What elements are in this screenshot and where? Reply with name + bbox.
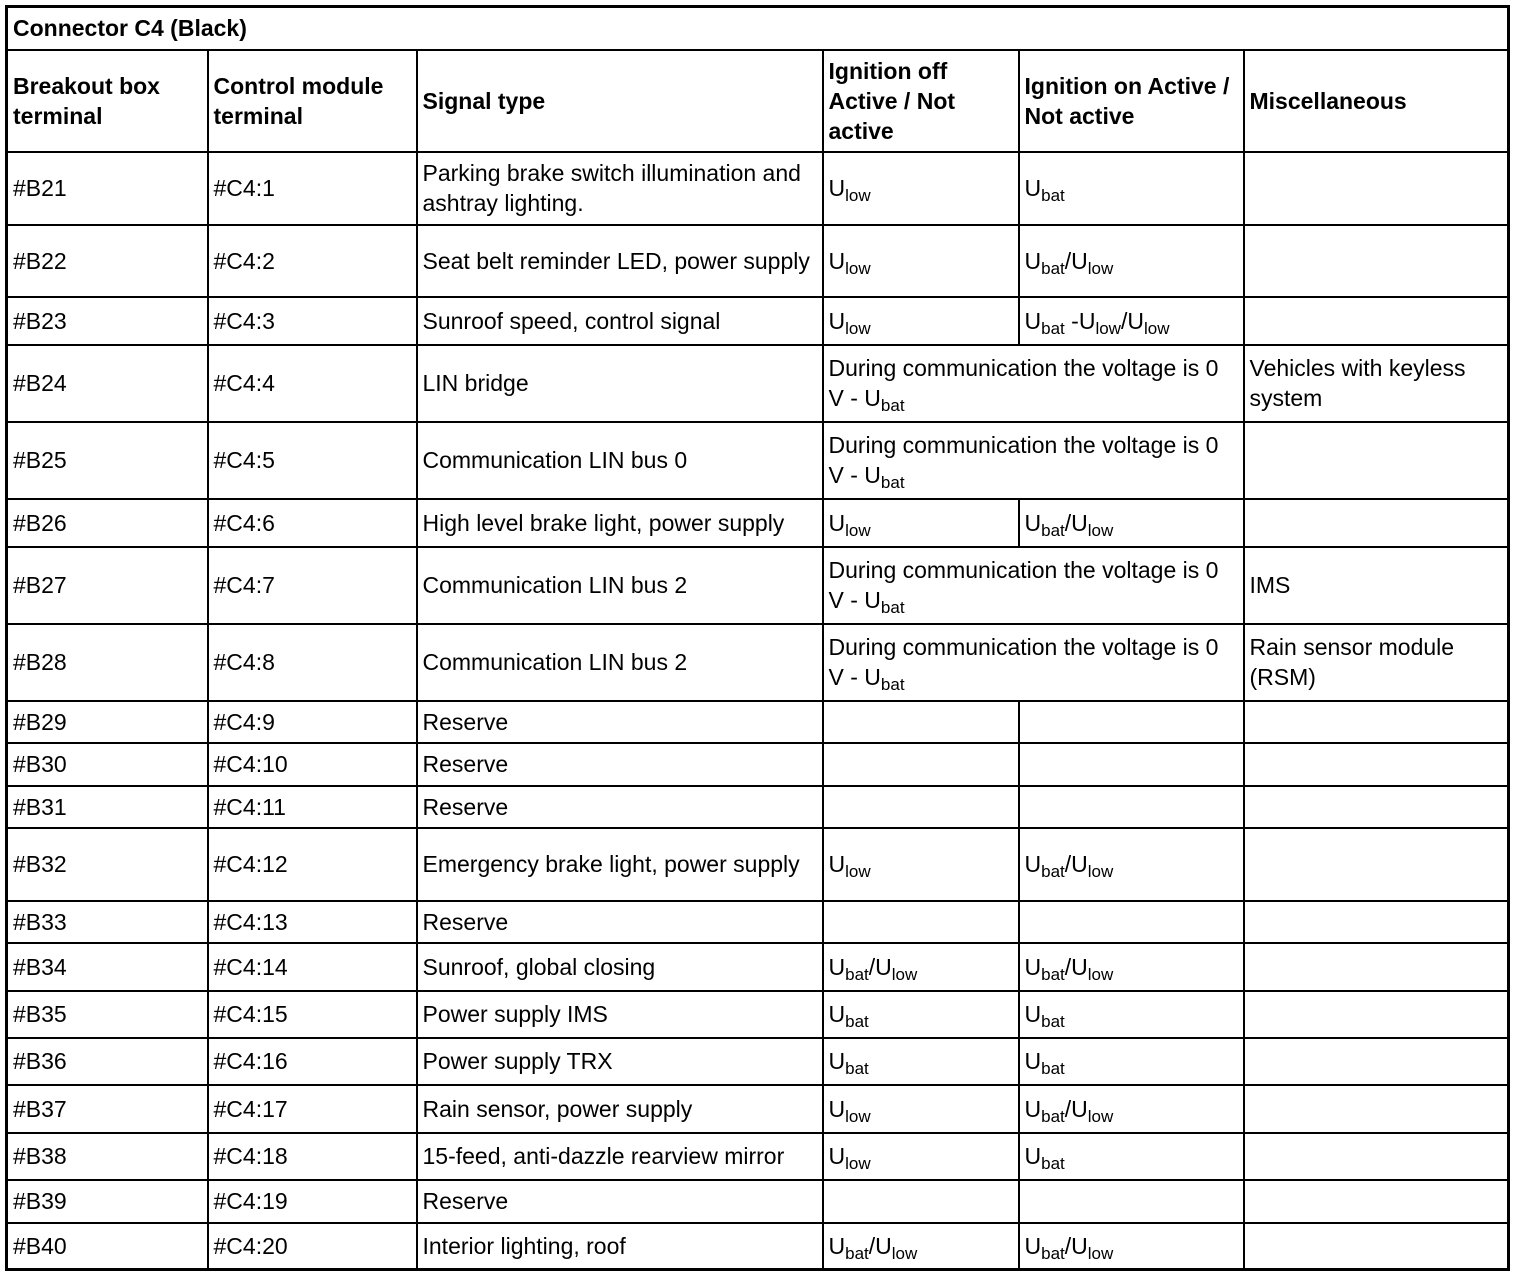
- cell-miscellaneous: [1244, 1038, 1509, 1085]
- cell-breakout-terminal: #B27: [7, 547, 208, 624]
- cell-control-terminal: #C4:4: [208, 345, 417, 422]
- cell-control-terminal: #C4:12: [208, 828, 417, 901]
- table-row: [7, 828, 1509, 901]
- table-body: [7, 152, 1509, 1270]
- cell-signal-type: Emergency brake light, power supply: [417, 828, 823, 901]
- cell-ignition-on: [1019, 701, 1244, 743]
- cell-breakout-terminal: #B37: [7, 1085, 208, 1133]
- cell-breakout-terminal: #B21: [7, 152, 208, 225]
- cell-ignition-on: $U_{bat}$ $-U_{low}/U_{low}$: [1019, 297, 1244, 345]
- cell-control-terminal: #C4:6: [208, 499, 417, 547]
- cell-signal-type: Reserve: [417, 1180, 823, 1223]
- table-row: [7, 547, 1509, 624]
- cell-breakout-terminal: #B30: [7, 743, 208, 786]
- cell-control-terminal: #C4:2: [208, 225, 417, 297]
- cell-ignition-on: $U_{bat}/U_{low}$: [1019, 943, 1244, 991]
- cell-breakout-terminal: #B32: [7, 828, 208, 901]
- cell-miscellaneous: [1244, 225, 1509, 297]
- cell-breakout-terminal: #B34: [7, 943, 208, 991]
- cell-miscellaneous: [1244, 743, 1509, 786]
- table-row: [7, 943, 1509, 991]
- connector-c4-table: [5, 5, 1510, 1271]
- cell-ignition-off: $U_{low}$: [823, 152, 1019, 225]
- cell-ignition-off: $U_{low}$: [823, 499, 1019, 547]
- cell-control-terminal: #C4:17: [208, 1085, 417, 1133]
- cell-miscellaneous: [1244, 1133, 1509, 1180]
- header-ignition-on: Ignition on Active / Not active: [1019, 50, 1244, 152]
- cell-breakout-terminal: #B36: [7, 1038, 208, 1085]
- cell-ignition-on: $U_{bat}/U_{low}$: [1019, 1085, 1244, 1133]
- cell-signal-type: High level brake light, power supply: [417, 499, 823, 547]
- cell-ignition-off: [823, 901, 1019, 943]
- cell-ignition-on: $U_{bat}/U_{low}$: [1019, 499, 1244, 547]
- cell-miscellaneous: [1244, 943, 1509, 991]
- cell-voltage-note: During communication the voltage is 0 V - $U_{bat}$: [823, 422, 1244, 499]
- cell-signal-type: Parking brake switch illumination and ashtray lighting.: [417, 152, 823, 225]
- cell-breakout-terminal: #B24: [7, 345, 208, 422]
- cell-control-terminal: #C4:16: [208, 1038, 417, 1085]
- cell-signal-type: LIN bridge: [417, 345, 823, 422]
- cell-control-terminal: #C4:15: [208, 991, 417, 1038]
- cell-signal-type: Interior lighting, roof: [417, 1223, 823, 1270]
- cell-signal-type: Power supply TRX: [417, 1038, 823, 1085]
- cell-miscellaneous: [1244, 499, 1509, 547]
- cell-miscellaneous: [1244, 701, 1509, 743]
- cell-ignition-off: $U_{bat}$: [823, 1038, 1019, 1085]
- header-ignition-off: Ignition off Active / Not active: [823, 50, 1019, 152]
- cell-signal-type: Reserve: [417, 901, 823, 943]
- cell-voltage-note: During communication the voltage is 0 V - $U_{bat}$: [823, 547, 1244, 624]
- cell-control-terminal: #C4:7: [208, 547, 417, 624]
- cell-ignition-on: $U_{bat}/U_{low}$: [1019, 828, 1244, 901]
- cell-control-terminal: #C4:9: [208, 701, 417, 743]
- cell-control-terminal: #C4:8: [208, 624, 417, 701]
- cell-ignition-off: $U_{bat}/U_{low}$: [823, 1223, 1019, 1270]
- table-row: [7, 1085, 1509, 1133]
- header-miscellaneous: Miscellaneous: [1244, 50, 1509, 152]
- cell-ignition-off: $U_{low}$: [823, 225, 1019, 297]
- cell-ignition-on: $U_{bat}/U_{low}$: [1019, 1223, 1244, 1270]
- cell-breakout-terminal: #B23: [7, 297, 208, 345]
- table-row: [7, 701, 1509, 743]
- cell-ignition-off: $U_{low}$: [823, 828, 1019, 901]
- cell-breakout-terminal: #B39: [7, 1180, 208, 1223]
- cell-ignition-on: [1019, 901, 1244, 943]
- cell-signal-type: Reserve: [417, 786, 823, 828]
- cell-control-terminal: #C4:10: [208, 743, 417, 786]
- table-row: [7, 345, 1509, 422]
- cell-signal-type: Communication LIN bus 2: [417, 624, 823, 701]
- header-control-module-terminal: Control module terminal: [208, 50, 417, 152]
- cell-breakout-terminal: #B22: [7, 225, 208, 297]
- table-row: [7, 991, 1509, 1038]
- table-row: [7, 225, 1509, 297]
- table-row: [7, 152, 1509, 225]
- cell-breakout-terminal: #B33: [7, 901, 208, 943]
- cell-ignition-on: $U_{bat}$: [1019, 1038, 1244, 1085]
- cell-signal-type: Power supply IMS: [417, 991, 823, 1038]
- table-row: [7, 786, 1509, 828]
- table-row: [7, 624, 1509, 701]
- cell-signal-type: Reserve: [417, 743, 823, 786]
- cell-miscellaneous: [1244, 828, 1509, 901]
- cell-ignition-on: $U_{bat}/U_{low}$: [1019, 225, 1244, 297]
- cell-signal-type: 15-feed, anti-dazzle rearview mirror: [417, 1133, 823, 1180]
- cell-breakout-terminal: #B29: [7, 701, 208, 743]
- table-row: [7, 297, 1509, 345]
- cell-control-terminal: #C4:14: [208, 943, 417, 991]
- cell-miscellaneous: [1244, 901, 1509, 943]
- cell-ignition-off: $U_{low}$: [823, 1085, 1019, 1133]
- cell-ignition-off: $U_{low}$: [823, 1133, 1019, 1180]
- cell-ignition-off: [823, 786, 1019, 828]
- table-row: [7, 499, 1509, 547]
- cell-miscellaneous: [1244, 1223, 1509, 1270]
- cell-breakout-terminal: #B26: [7, 499, 208, 547]
- cell-ignition-on: [1019, 1180, 1244, 1223]
- cell-ignition-on: [1019, 743, 1244, 786]
- cell-ignition-on: $U_{bat}$: [1019, 1133, 1244, 1180]
- table-row: [7, 1180, 1509, 1223]
- cell-signal-type: Communication LIN bus 0: [417, 422, 823, 499]
- cell-miscellaneous: [1244, 422, 1509, 499]
- cell-control-terminal: #C4:13: [208, 901, 417, 943]
- cell-control-terminal: #C4:3: [208, 297, 417, 345]
- cell-ignition-on: $U_{bat}$: [1019, 152, 1244, 225]
- cell-miscellaneous: [1244, 786, 1509, 828]
- table-row: [7, 422, 1509, 499]
- header-breakout-box-terminal: Breakout box terminal: [7, 50, 208, 152]
- cell-miscellaneous: [1244, 1085, 1509, 1133]
- table-row: [7, 1038, 1509, 1085]
- cell-breakout-terminal: #B25: [7, 422, 208, 499]
- cell-signal-type: Sunroof speed, control signal: [417, 297, 823, 345]
- cell-ignition-off: [823, 701, 1019, 743]
- cell-breakout-terminal: #B40: [7, 1223, 208, 1270]
- table-row: [7, 743, 1509, 786]
- cell-ignition-off: $U_{bat}/U_{low}$: [823, 943, 1019, 991]
- cell-ignition-off: [823, 1180, 1019, 1223]
- cell-voltage-note: During communication the voltage is 0 V - $U_{bat}$: [823, 624, 1244, 701]
- cell-breakout-terminal: #B28: [7, 624, 208, 701]
- cell-miscellaneous: [1244, 1180, 1509, 1223]
- cell-miscellaneous: [1244, 297, 1509, 345]
- cell-control-terminal: #C4:18: [208, 1133, 417, 1180]
- cell-voltage-note: During communication the voltage is 0 V - $U_{bat}$: [823, 345, 1244, 422]
- cell-signal-type: Reserve: [417, 701, 823, 743]
- header-signal-type: Signal type: [417, 50, 823, 152]
- cell-ignition-on: $U_{bat}$: [1019, 991, 1244, 1038]
- table-title: Connector C4 (Black): [7, 7, 1509, 50]
- cell-signal-type: Sunroof, global closing: [417, 943, 823, 991]
- cell-miscellaneous: IMS: [1244, 547, 1509, 624]
- cell-miscellaneous: [1244, 152, 1509, 225]
- cell-control-terminal: #C4:1: [208, 152, 417, 225]
- cell-breakout-terminal: #B31: [7, 786, 208, 828]
- cell-miscellaneous: [1244, 991, 1509, 1038]
- cell-control-terminal: #C4:20: [208, 1223, 417, 1270]
- cell-breakout-terminal: #B38: [7, 1133, 208, 1180]
- cell-ignition-off: $U_{low}$: [823, 297, 1019, 345]
- cell-ignition-off: $U_{bat}$: [823, 991, 1019, 1038]
- cell-ignition-off: [823, 743, 1019, 786]
- table-row: [7, 1133, 1509, 1180]
- cell-signal-type: Seat belt reminder LED, power supply: [417, 225, 823, 297]
- cell-signal-type: Communication LIN bus 2: [417, 547, 823, 624]
- cell-miscellaneous: Rain sensor module (RSM): [1244, 624, 1509, 701]
- cell-control-terminal: #C4:11: [208, 786, 417, 828]
- cell-control-terminal: #C4:19: [208, 1180, 417, 1223]
- cell-ignition-on: [1019, 786, 1244, 828]
- cell-breakout-terminal: #B35: [7, 991, 208, 1038]
- cell-control-terminal: #C4:5: [208, 422, 417, 499]
- cell-miscellaneous: Vehicles with keyless system: [1244, 345, 1509, 422]
- table-row: [7, 901, 1509, 943]
- cell-signal-type: Rain sensor, power supply: [417, 1085, 823, 1133]
- table-row: [7, 1223, 1509, 1270]
